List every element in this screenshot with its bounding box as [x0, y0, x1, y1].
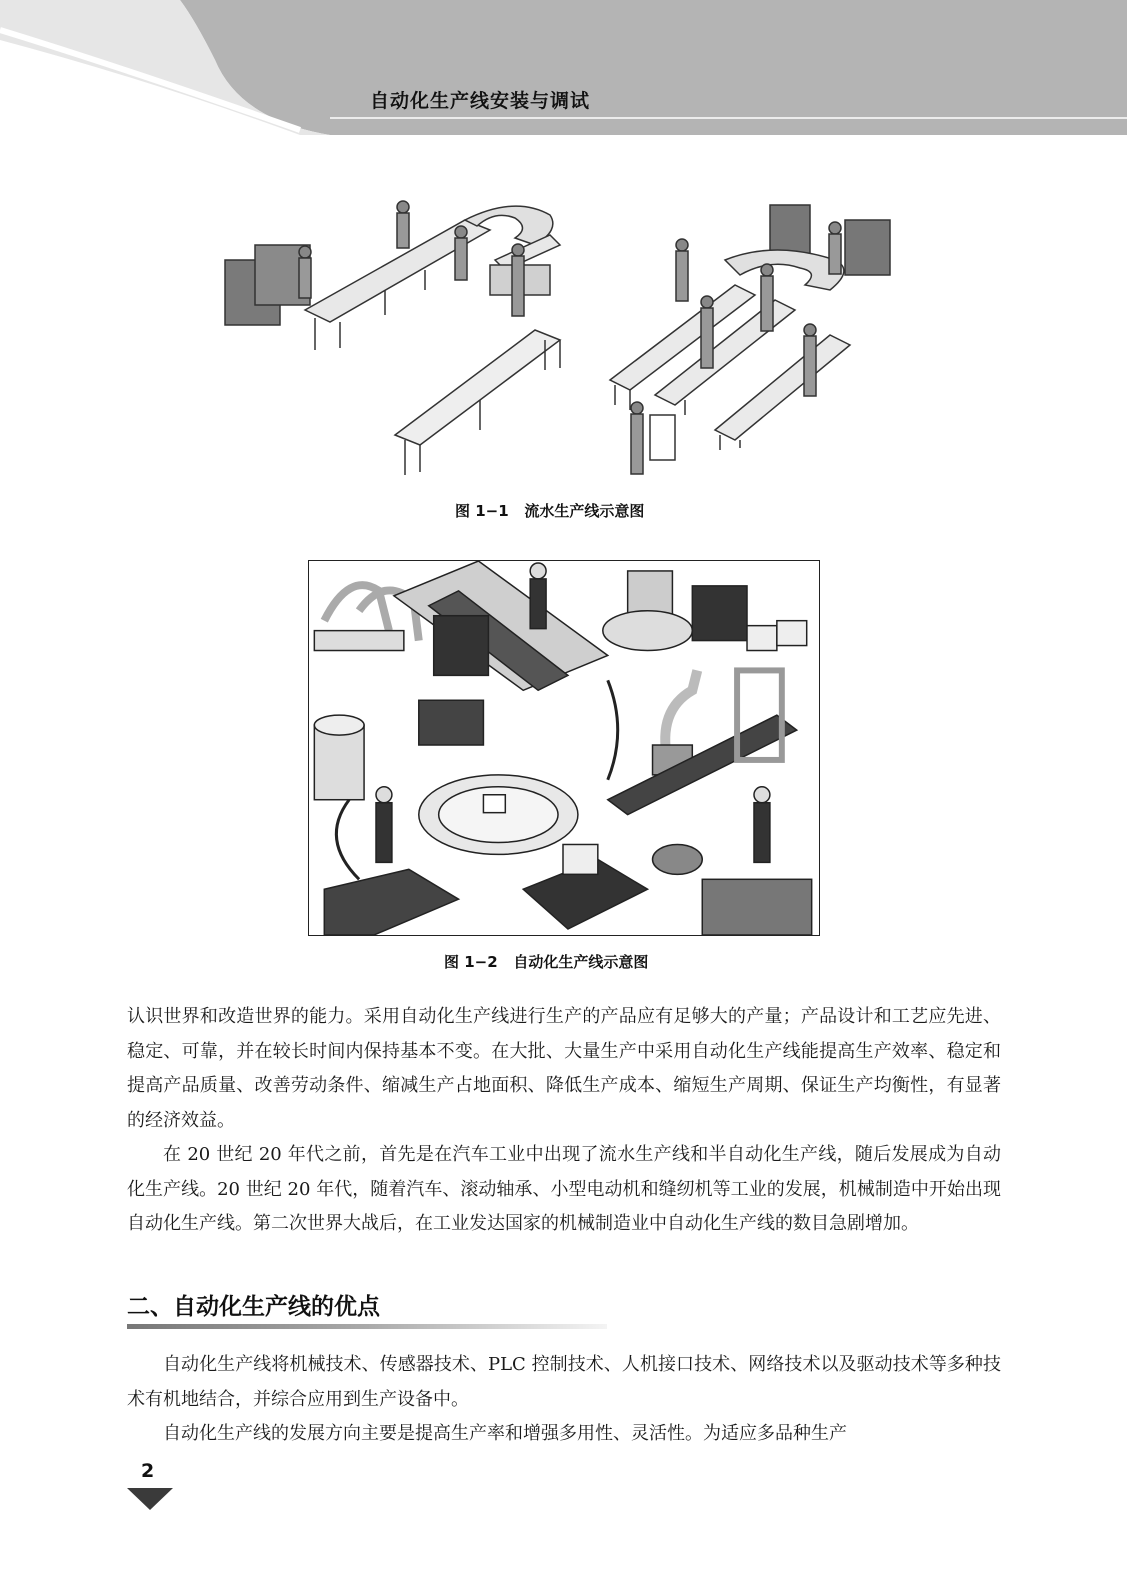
- paragraph-history: 在 20 世纪 20 年代之前，首先是在汽车工业中出现了流水生产线和半自动化生产线，随后发展成为自动化生产线。20 世纪 20 年代，随着汽车、滚动轴承、小型电动机和缝纫机等工业的发展，机械制造中开始出现自动化生产线。第二次世界大战后，在工业发达国家的机械制造业中自动化生产线的数目急剧增加。: [127, 1144, 1001, 1234]
- book-title: 自动化生产线安装与调试: [370, 90, 591, 112]
- header-band: [0, 0, 1127, 135]
- figure-1-1-caption: 图 1−1 流水生产线示意图: [455, 502, 645, 520]
- section-heading-rule: [127, 1324, 607, 1329]
- page-marker-triangle-icon: [127, 1488, 173, 1512]
- paragraph-advantages: 自动化生产线将机械技术、传感器技术、PLC 控制技术、人机接口技术、网络技术以及驱动技术等多种技术有机地结合，并综合应用到生产设备中。: [127, 1354, 1001, 1410]
- section-heading: 二、自动化生产线的优点: [127, 1294, 380, 1320]
- paragraph-intro-continuation: 认识世界和改造世界的能力。采用自动化生产线进行生产的产品应有足够大的产量；产品设计和工艺应先进、稳定、可靠，并在较长时间内保持基本不变。在大批、大量生产中采用自动化生产线能提高生产效率、稳定和提高产品质量、改善劳动条件、缩减生产占地面积、降低生产成本、缩短生产周期、保证生产均衡性，有显著的经济效益。: [127, 1006, 1001, 1131]
- page-number: 2: [141, 1460, 155, 1482]
- figure-flow-line-illustration: [215, 190, 915, 485]
- figure-1-2-caption: 图 1−2 自动化生产线示意图: [444, 953, 649, 971]
- figure-automation-line-illustration: [308, 560, 820, 936]
- paragraph-development: 自动化生产线的发展方向主要是提高生产率和增强多用性、灵活性。为适应多品种生产: [163, 1423, 847, 1444]
